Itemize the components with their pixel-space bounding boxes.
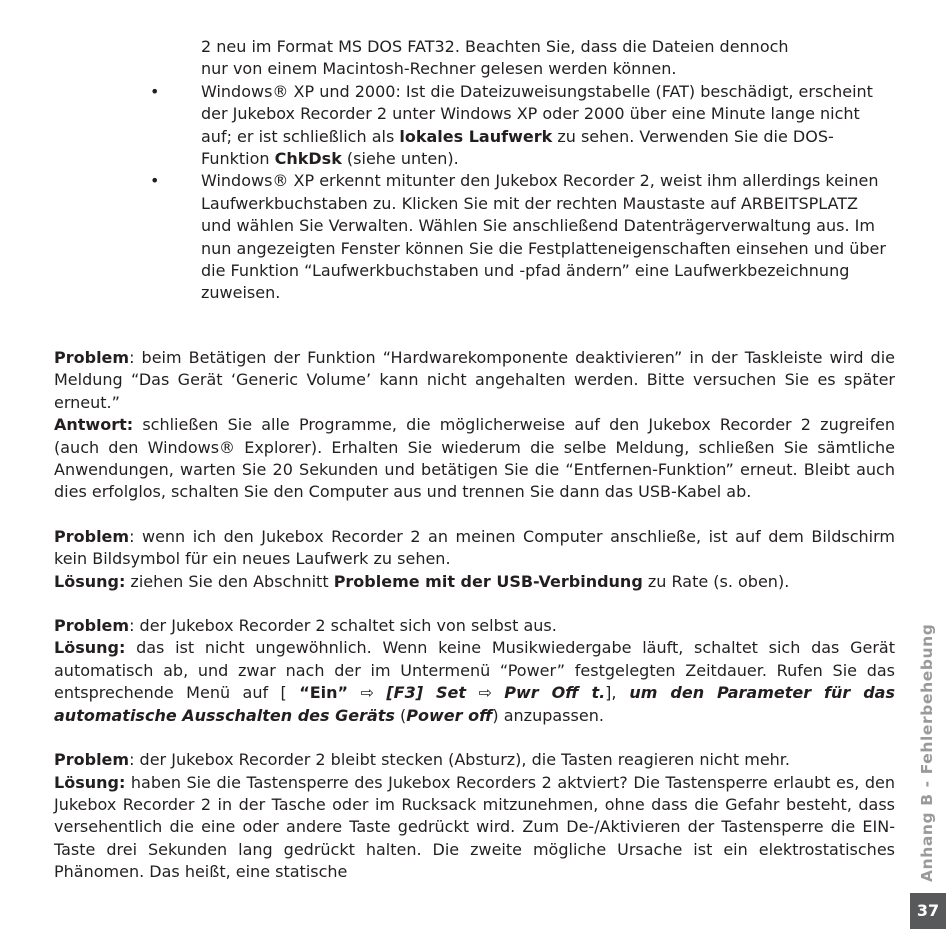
problem-2-text: : wenn ich den Jukebox Recorder 2 an meinen Computer anschließe, ist auf dem Bildschirm kein Bildsymbol für ein neues Laufwerk zu sehen. [54,526,895,569]
paragraph-spacer [54,727,895,749]
problem-2-label: Problem [54,526,130,546]
solution-2-label: Lösung: [54,571,126,591]
problem-4 [54,749,895,771]
solution-2 [54,571,895,593]
paren-open: ( [394,705,407,725]
chapter-tab-label: Anhang B - Fehlerbehebung [918,623,936,882]
answer-1-label: Antwort: [54,415,134,435]
problem-1-text: : beim Betätigen der Funktion “Hardwarekomponente deaktivieren” in der Taskleiste wird die Meldung “Das Gerät ‘Generic Volume’ kann nicht angehalten werden. Bitte versuchen Sie es später erneut.” [54,348,895,412]
solution-4 [54,772,895,884]
problem-1 [54,347,895,414]
list-item-fat [0,81,891,171]
solution-4-text: haben Sie die Tastensperre des Jukebox Recorders 2 aktviert? Die Tastensperre erlaubt es, den Jukebox Recorder 2 in der Tasche oder im Rucksack mitzunehmen, ohne dass die Gefahr besteht, dass versehentlich die eine oder andere Taste gedrückt wird. Zum De-/Aktivieren der Tastensperre die EIN-Taste drei Sekunden lang gedrückt halten. Die zweite mögliche Ursache ist ein elektrostatisches Phänomen. Das heißt, eine statische [54,772,895,882]
paren-close: ) [492,705,499,725]
paragraph-spacer [54,504,895,526]
solution-3-text-1: das ist nicht ungewöhnlich. Wenn keine Musikwiedergabe läuft, schaltet sich das Gerät automatisch ab, und zwar nach der im Untermenü “Power” festgelegten Zeitdauer. Rufen Sie das entsprechende Menü auf [ [54,638,895,703]
solution-4-label: Lösung: [54,772,126,792]
continued-line-1: 2 neu im Format MS DOS FAT32. Beachten Sie, dass die Dateien dennoch [201,37,789,56]
bullet1-bold-local-drive: lokales Laufwerk [399,126,553,146]
solution-2-bold-usb-section: Probleme mit der USB-Verbindung [333,571,643,591]
page-number: 37 [910,893,946,929]
solution-3-bold-italic-1: um den Parameter für das automatische Ausschalten des Geräts [54,683,895,725]
menu-arrow-icon: ⇨ [360,683,374,703]
continued-list-item [0,36,891,81]
list-item-drive-letter [0,170,891,304]
menu-arrow-icon: ⇨ [478,683,492,703]
solution-3-label: Lösung: [54,638,126,658]
paragraph-spacer [54,593,895,615]
bullet-list [0,36,950,305]
menu-path-pwr-off: Pwr Off t. [504,683,606,703]
problem-3-label: Problem [54,616,130,636]
problem-4-label: Problem [54,750,130,770]
problem-3 [54,615,895,637]
solution-3-text-2: anzupassen. [498,705,604,725]
menu-path-close: ], [605,683,617,703]
answer-1-text: schließen Sie alle Programme, die möglicherweise auf den Jukebox Recorder 2 zugreifen (auch den Windows® Explorer). Erhalten Sie wiederum die selbe Meldung, schließen Sie sämtliche Anwendungen, warten Sie 20 Sekunden und betätigen Sie die “Entfernen-Funktion” erneut. Bleibt auch dies erfolglos, schalten Sie den Computer aus und trennen Sie dann das USB-Kabel ab. [54,415,895,502]
continued-line-2: nur von einem Macintosh-Rechner gelesen werden können. [201,59,677,79]
bullet2-text: Windows® XP erkennt mitunter den Jukebox Recorder 2, weist ihm allerdings keinen Laufwerkbuchstaben zu. Klicken Sie mit der rechten Maustaste auf ARBEITSPLATZ und wählen Sie Verwalten. Wählen Sie anschließend Datenträgerverwaltung aus. Im nun angezeigten Fenster können Sie die Festplatteneigenschaften einsehen und über die Funktion “Laufwerkbuchstaben und -pfad ändern” eine Laufwerkbezeichnung zuweisen. [201,171,886,303]
solution-3-bold-italic-power-off: Power off [406,705,493,725]
problem-4-text: : der Jukebox Recorder 2 bleibt stecken (Absturz), die Tasten reagieren nicht mehr. [129,750,790,770]
menu-path-f3-set: [F3] Set [386,683,466,703]
faq-section [54,347,895,884]
answer-1 [54,414,895,504]
bullet-marker: • [150,81,160,101]
menu-path-ein: “Ein” [299,683,349,703]
problem-3-text: : der Jukebox Recorder 2 schaltet sich von selbst aus. [129,616,557,636]
problem-1-label: Problem [54,348,130,367]
bullet1-text-3: (siehe unten). [341,149,459,169]
solution-2-text-2: zu Rate (s. oben). [642,571,790,591]
bullet1-bold-chkdsk: ChkDsk [274,149,342,169]
bullet-marker: • [150,171,160,191]
bullet1-text-1: Windows® XP und 2000: Ist die Dateizuweisungstabelle (FAT) beschädigt, erscheint der Jukebox Recorder 2 unter Windows XP oder 2000 über eine Minute lange nicht auf; er ist schließlich als [201,81,873,146]
bullet1-text-2: zu sehen. Verwenden Sie die DOS-Funktion [201,126,834,169]
solution-2-text-1: ziehen Sie den Abschnitt [125,571,334,591]
solution-3 [54,637,895,727]
problem-2 [54,526,895,571]
